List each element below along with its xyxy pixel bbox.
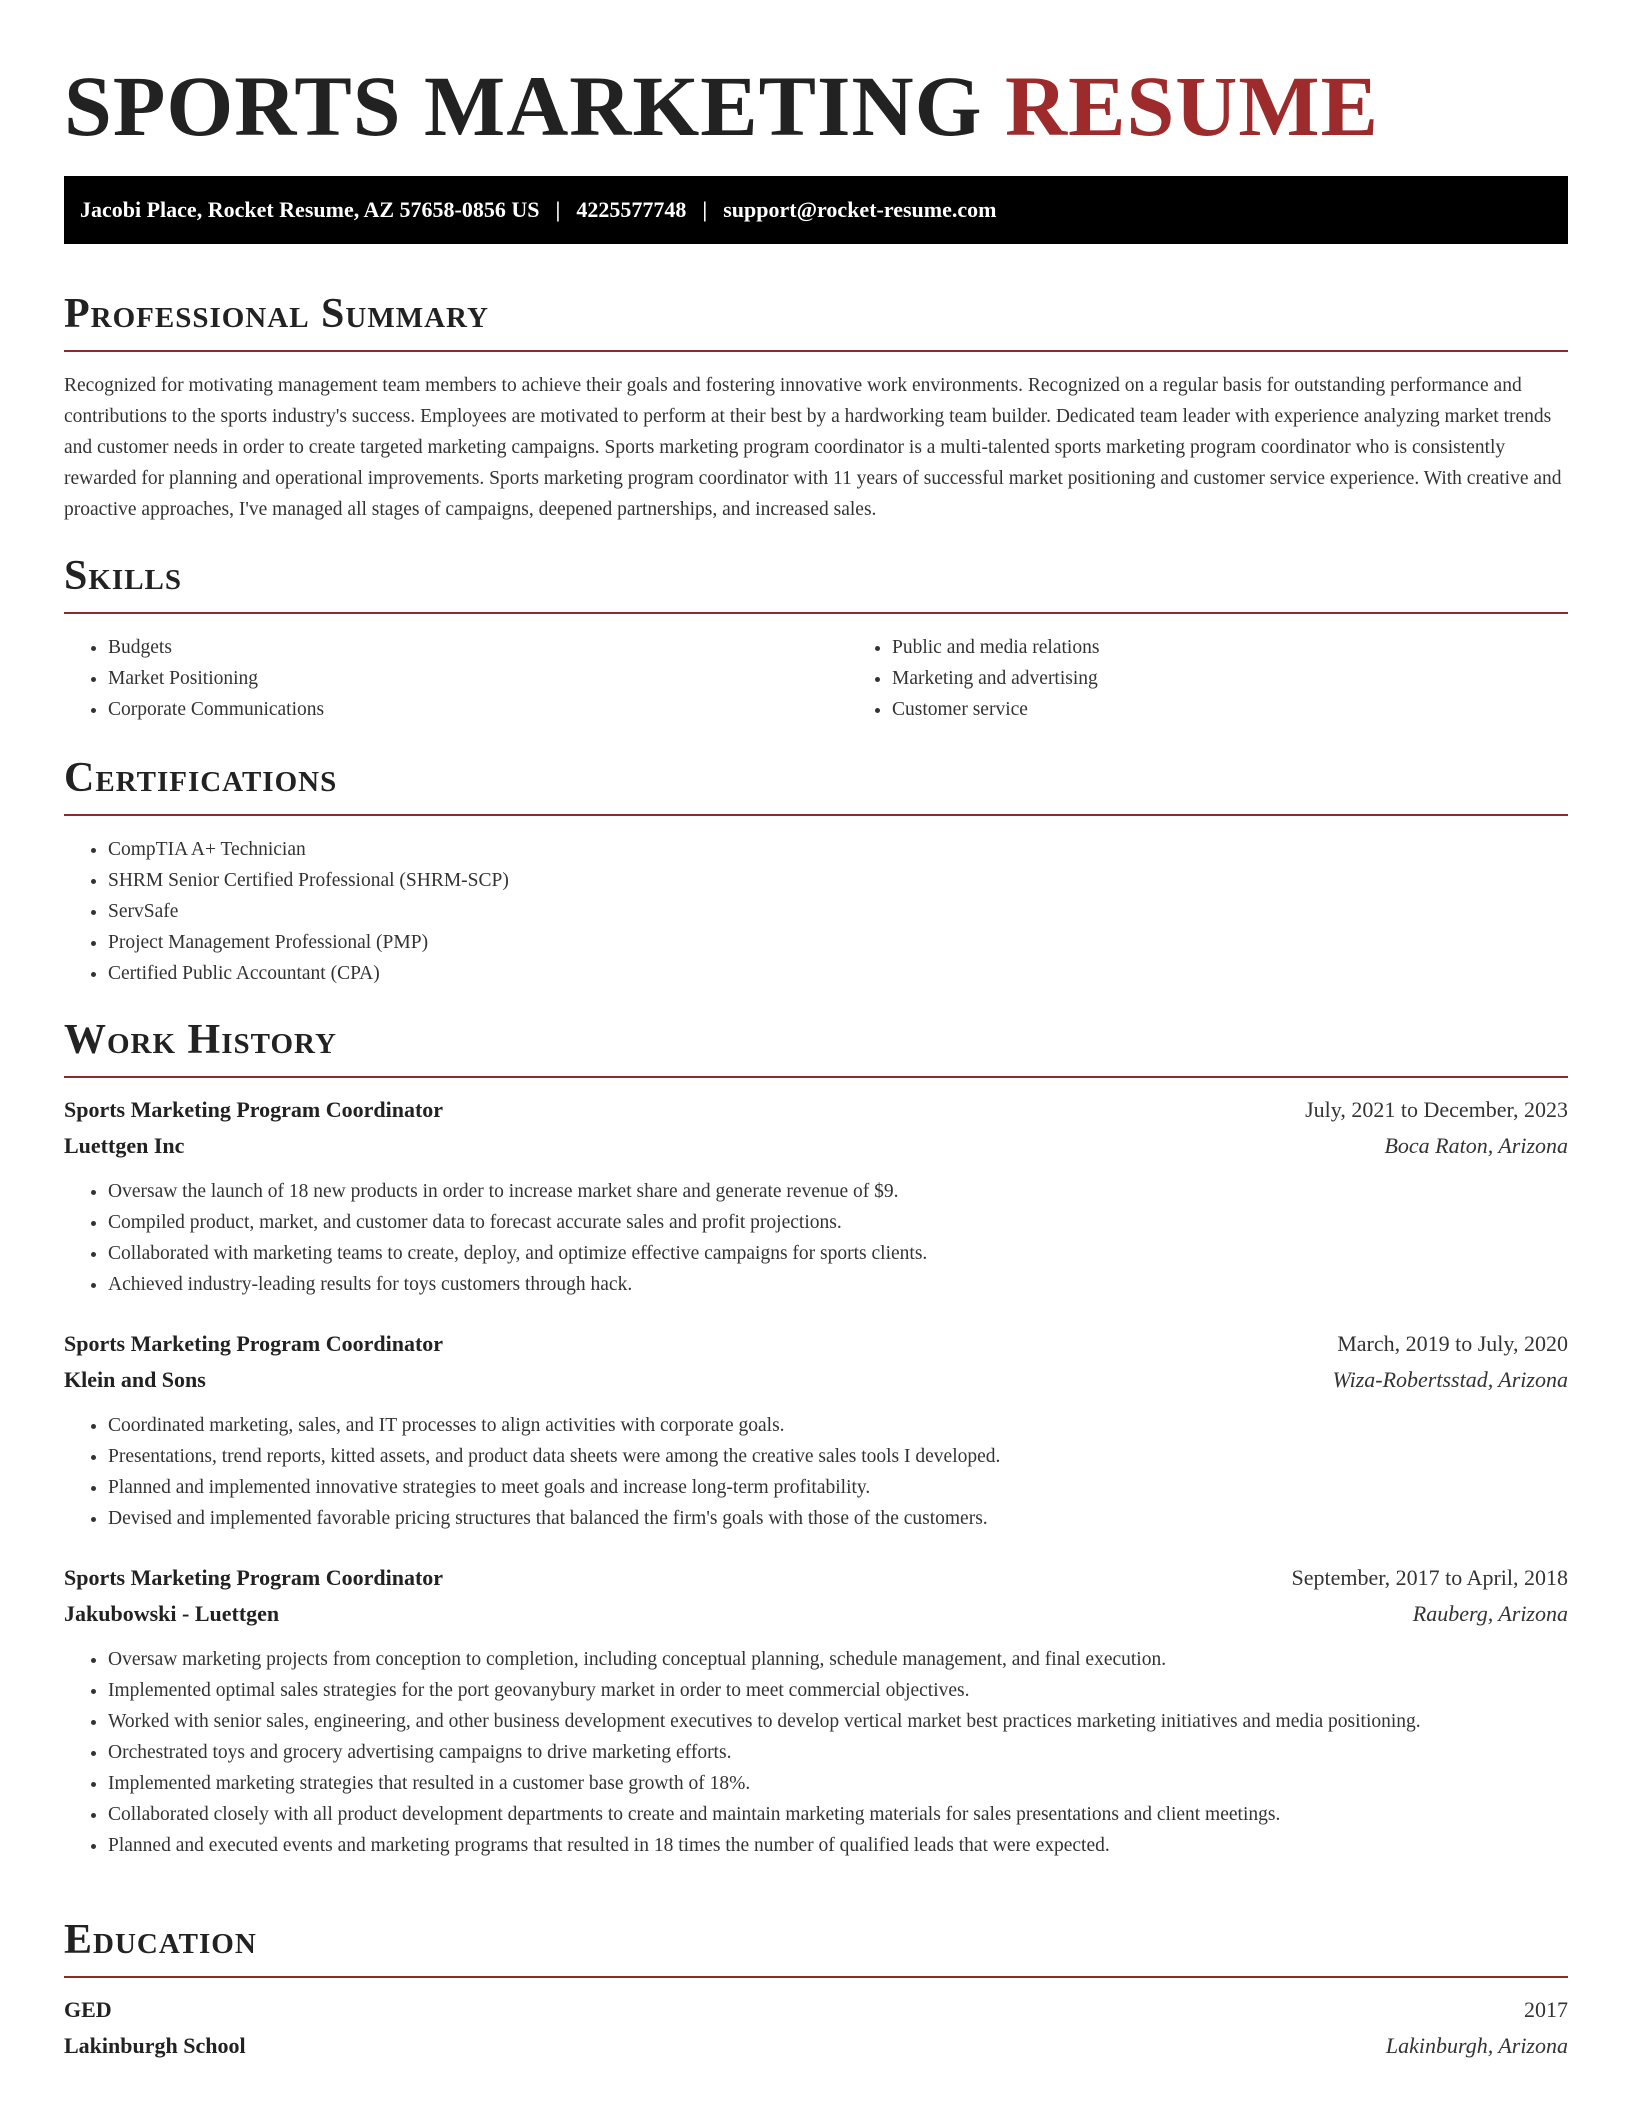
- job-company: Jakubowski - Luettgen: [64, 1601, 280, 1626]
- education-header: [64, 1992, 1568, 2028]
- section-heading-skills: Skills: [64, 553, 183, 599]
- job-location: Wiza-Robertsstad, Arizona: [1332, 1367, 1568, 1392]
- education-degree: GED: [64, 1997, 112, 2022]
- summary-section: [64, 286, 1568, 525]
- job-bullet: • Collaborated closely with all product development departments to create and maintain marketing materials for sales presentations and client meetings.: [108, 1799, 1568, 1830]
- education-location: Lakinburgh, Arizona: [1385, 2033, 1568, 2058]
- job-dates: July, 2021 to December, 2023: [1305, 1097, 1568, 1122]
- job-bullet: • Oversaw the launch of 18 new products in order to increase market share and generate revenue of $9.: [108, 1176, 1568, 1207]
- job-entry: [64, 1092, 1568, 1300]
- job-entry: [64, 1326, 1568, 1534]
- certification-item: • Certified Public Accountant (CPA): [108, 958, 1568, 989]
- education-subheader: [64, 2028, 1568, 2064]
- job-title: Sports Marketing Program Coordinator: [64, 1097, 444, 1122]
- section-divider: [64, 1976, 1568, 1978]
- skills-list-left: [64, 632, 848, 725]
- job-bullet: • Devised and implemented favorable pricing structures that balanced the firm's goals with those of the customers.: [108, 1503, 1568, 1534]
- job-bullet: • Planned and implemented innovative strategies to meet goals and increase long-term profitability.: [108, 1472, 1568, 1503]
- certifications-list: [64, 834, 1568, 989]
- job-bullet: • Collaborated with marketing teams to create, deploy, and optimize effective campaigns for sports clients.: [108, 1238, 1568, 1269]
- job-bullet: • Worked with senior sales, engineering, and other business development executives to develop vertical market best practices marketing initiatives and media positioning.: [108, 1706, 1568, 1737]
- section-heading-summary: Professional Summary: [64, 291, 489, 337]
- certification-item: • ServSafe: [108, 896, 1568, 927]
- work-history-section: [64, 1012, 1568, 1861]
- contact-address: Jacobi Place, Rocket Resume, AZ 57658-0856 US: [80, 197, 540, 222]
- summary-text: Recognized for motivating management team members to achieve their goals and fostering innovative work environments. Recognized on a regular basis for outstanding performance and contributions to the sports industry's success. Employees are motivated to perform at their best by a hardworking team builder. Dedicated team leader with experience analyzing market trends and customer needs in order to create targeted marketing campaigns. Sports marketing program coordinator is a multi-talented sports marketing program coordinator who is consistently rewarded for planning and operational improvements. Sports marketing program coordinator with 11 years of successful market positioning and customer service experience. With creative and proactive approaches, I've managed all stages of campaigns, deepened partnerships, and increased sales.: [64, 375, 1562, 520]
- job-title: Sports Marketing Program Coordinator: [64, 1565, 444, 1590]
- contact-phone: 4225577748: [576, 197, 687, 222]
- section-divider: [64, 350, 1568, 352]
- section-heading-work-history: Work History: [64, 1017, 337, 1063]
- job-bullets: [64, 1176, 1568, 1300]
- certification-item: • SHRM Senior Certified Professional (SHRM-SCP): [108, 865, 1568, 896]
- contact-email: support@rocket-resume.com: [723, 197, 997, 222]
- job-bullet: • Implemented optimal sales strategies for the port geovanybury market in order to meet commercial objectives.: [108, 1675, 1568, 1706]
- job-bullet: • Implemented marketing strategies that resulted in a customer base growth of 18%.: [108, 1768, 1568, 1799]
- job-bullet: • Achieved industry-leading results for toys customers through hack.: [108, 1269, 1568, 1300]
- job-subheader: [64, 1596, 1568, 1632]
- section-heading-certifications: Certifications: [64, 755, 338, 801]
- skills-grid: [64, 614, 1568, 725]
- job-company: Luettgen Inc: [64, 1133, 185, 1158]
- certifications-section: [64, 750, 1568, 989]
- job-bullets: [64, 1410, 1568, 1534]
- skills-section: [64, 548, 1568, 725]
- job-bullet: • Compiled product, market, and customer data to forecast accurate sales and profit projections.: [108, 1207, 1568, 1238]
- education-year: 2017: [1524, 1997, 1568, 2022]
- education-section: [64, 1912, 1568, 2064]
- certification-item: • Project Management Professional (PMP): [108, 927, 1568, 958]
- contact-separator: |: [702, 197, 708, 222]
- certification-item: • CompTIA A+ Technician: [108, 834, 1568, 865]
- skills-list-right: [848, 632, 1632, 725]
- job-bullet: • Orchestrated toys and grocery advertising campaigns to drive marketing efforts.: [108, 1737, 1568, 1768]
- title-main: SPORTS MARKETING: [64, 58, 983, 154]
- skill-item: • Corporate Communications: [108, 694, 848, 725]
- job-bullet: • Oversaw marketing projects from conception to completion, including conceptual planning, schedule management, and final execution.: [108, 1644, 1568, 1675]
- section-divider: [64, 814, 1568, 816]
- job-header: [64, 1560, 1568, 1596]
- job-title: Sports Marketing Program Coordinator: [64, 1331, 444, 1356]
- skill-item: • Market Positioning: [108, 663, 848, 694]
- job-location: Rauberg, Arizona: [1412, 1601, 1568, 1626]
- resume-title: [64, 0, 1568, 156]
- skill-item: • Budgets: [108, 632, 848, 663]
- job-bullet: • Coordinated marketing, sales, and IT processes to align activities with corporate goals.: [108, 1410, 1568, 1441]
- title-accent: RESUME: [1005, 58, 1379, 154]
- section-heading-education: Education: [64, 1917, 257, 1963]
- job-dates: September, 2017 to April, 2018: [1291, 1565, 1568, 1590]
- job-dates: March, 2019 to July, 2020: [1337, 1331, 1568, 1356]
- job-location: Boca Raton, Arizona: [1384, 1133, 1568, 1158]
- job-subheader: [64, 1128, 1568, 1164]
- education-entry: [64, 1992, 1568, 2064]
- skill-item: • Marketing and advertising: [892, 663, 1632, 694]
- job-entry: [64, 1560, 1568, 1861]
- job-header: [64, 1326, 1568, 1362]
- job-subheader: [64, 1362, 1568, 1398]
- contact-separator: |: [555, 197, 561, 222]
- contact-bar: [64, 176, 1568, 244]
- job-bullets: [64, 1644, 1568, 1861]
- job-bullet: • Planned and executed events and marketing programs that resulted in 18 times the number of qualified leads that were expected.: [108, 1830, 1568, 1861]
- education-school: Lakinburgh School: [64, 2033, 246, 2058]
- section-divider: [64, 1076, 1568, 1078]
- job-header: [64, 1092, 1568, 1128]
- job-company: Klein and Sons: [64, 1367, 206, 1392]
- skill-item: • Public and media relations: [892, 632, 1632, 663]
- job-bullet: • Presentations, trend reports, kitted assets, and product data sheets were among the creative sales tools I developed.: [108, 1441, 1568, 1472]
- skill-item: • Customer service: [892, 694, 1632, 725]
